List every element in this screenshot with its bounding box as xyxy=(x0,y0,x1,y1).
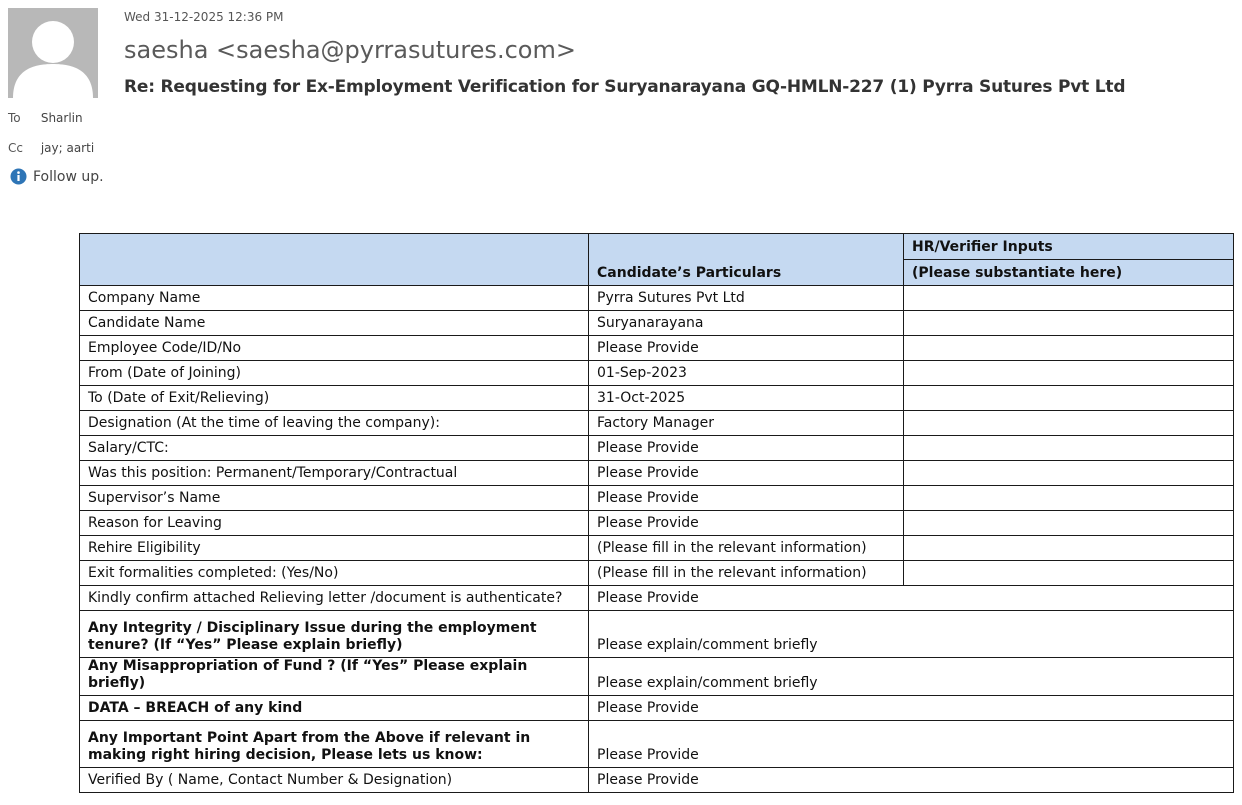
header-substantiate: (Please substantiate here) xyxy=(904,260,1234,286)
table-row xyxy=(80,536,1234,561)
sent-date: Wed 31-12-2025 12:36 PM xyxy=(124,10,284,24)
field-label: Kindly confirm attached Relieving letter /document is authenticate? xyxy=(80,586,589,611)
candidate-value: Pyrra Sutures Pvt Ltd xyxy=(589,286,904,311)
candidate-value: (Please fill in the relevant information) xyxy=(589,536,904,561)
table-row xyxy=(80,586,1234,611)
field-label: Was this position: Permanent/Temporary/Contractual xyxy=(80,461,589,486)
candidate-value: 31-Oct-2025 xyxy=(589,386,904,411)
field-label: Company Name xyxy=(80,286,589,311)
table-row xyxy=(80,386,1234,411)
candidate-value: Factory Manager xyxy=(589,411,904,436)
cc-recipients[interactable]: jay; aarti xyxy=(40,141,95,155)
field-label: Designation (At the time of leaving the company): xyxy=(80,411,589,436)
table-row xyxy=(80,611,1234,658)
candidate-value: Please explain/comment briefly xyxy=(589,658,1234,696)
info-icon xyxy=(10,168,27,185)
table-row xyxy=(80,511,1234,536)
follow-up-text: Follow up. xyxy=(33,168,104,185)
table-row xyxy=(80,336,1234,361)
header-candidate-particulars: Candidate’s Particulars xyxy=(589,234,904,286)
candidate-value: Please Provide xyxy=(589,461,904,486)
field-label: Rehire Eligibility xyxy=(80,536,589,561)
verifier-input-cell[interactable] xyxy=(904,511,1234,536)
candidate-value: Suryanarayana xyxy=(589,311,904,336)
candidate-value: Please Provide xyxy=(589,436,904,461)
field-label: Exit formalities completed: (Yes/No) xyxy=(80,561,589,586)
field-label: Candidate Name xyxy=(80,311,589,336)
email-subject: Re: Requesting for Ex-Employment Verification for Suryanarayana GQ-HMLN-227 (1) Pyrra Sutures Pvt Ltd xyxy=(124,77,1126,97)
candidate-value: Please Provide xyxy=(589,511,904,536)
table-row xyxy=(80,461,1234,486)
header-blank-cell xyxy=(80,234,589,286)
field-label: Verified By ( Name, Contact Number & Designation) xyxy=(80,768,589,793)
candidate-value: Please Provide xyxy=(589,768,1234,793)
field-label: Salary/CTC: xyxy=(80,436,589,461)
candidate-value: Please Provide xyxy=(589,721,1234,768)
verifier-input-cell[interactable] xyxy=(904,311,1234,336)
candidate-value: Please Provide xyxy=(589,696,1234,721)
to-recipients[interactable]: Sharlin xyxy=(40,111,83,125)
table-row xyxy=(80,658,1234,696)
verifier-input-cell[interactable] xyxy=(904,286,1234,311)
candidate-value: 01-Sep-2023 xyxy=(589,361,904,386)
verifier-input-cell[interactable] xyxy=(904,436,1234,461)
verifier-input-cell[interactable] xyxy=(904,486,1234,511)
to-row xyxy=(8,111,83,125)
verifier-input-cell[interactable] xyxy=(904,336,1234,361)
table-row xyxy=(80,561,1234,586)
table-row xyxy=(80,768,1234,793)
sender-name[interactable]: saesha <saesha@pyrrasutures.com> xyxy=(124,36,576,64)
field-label: Any Important Point Apart from the Above if relevant in making right hiring decision, Please lets us know: xyxy=(80,721,589,768)
candidate-value: (Please fill in the relevant information) xyxy=(589,561,904,586)
table-row xyxy=(80,311,1234,336)
candidate-value: Please Provide xyxy=(589,486,904,511)
verifier-input-cell[interactable] xyxy=(904,536,1234,561)
to-label: To xyxy=(8,111,21,125)
field-label: Employee Code/ID/No xyxy=(80,336,589,361)
candidate-value: Please Provide xyxy=(589,586,1234,611)
candidate-value: Please explain/comment briefly xyxy=(589,611,1234,658)
field-label: From (Date of Joining) xyxy=(80,361,589,386)
table-row xyxy=(80,286,1234,311)
field-label: Any Misappropriation of Fund ? (If “Yes” Please explain briefly) xyxy=(80,658,589,696)
person-icon xyxy=(8,8,98,98)
table-row xyxy=(80,486,1234,511)
follow-up-flag[interactable] xyxy=(10,168,104,185)
sender-avatar xyxy=(8,8,98,98)
verification-table xyxy=(79,233,1234,793)
cc-row xyxy=(8,141,94,155)
verifier-input-cell[interactable] xyxy=(904,411,1234,436)
cc-label: Cc xyxy=(8,141,23,155)
table-row xyxy=(80,411,1234,436)
verifier-input-cell[interactable] xyxy=(904,386,1234,411)
table-row xyxy=(80,361,1234,386)
candidate-value: Please Provide xyxy=(589,336,904,361)
table-row xyxy=(80,436,1234,461)
field-label: To (Date of Exit/Relieving) xyxy=(80,386,589,411)
table-row xyxy=(80,721,1234,768)
table-row xyxy=(80,696,1234,721)
field-label: DATA – BREACH of any kind xyxy=(80,696,589,721)
field-label: Any Integrity / Disciplinary Issue during the employment tenure? (If “Yes” Please explain briefly) xyxy=(80,611,589,658)
field-label: Reason for Leaving xyxy=(80,511,589,536)
verifier-input-cell[interactable] xyxy=(904,461,1234,486)
verifier-input-cell[interactable] xyxy=(904,361,1234,386)
field-label: Supervisor’s Name xyxy=(80,486,589,511)
verifier-input-cell[interactable] xyxy=(904,561,1234,586)
header-hr-verifier-inputs: HR/Verifier Inputs xyxy=(904,234,1234,260)
